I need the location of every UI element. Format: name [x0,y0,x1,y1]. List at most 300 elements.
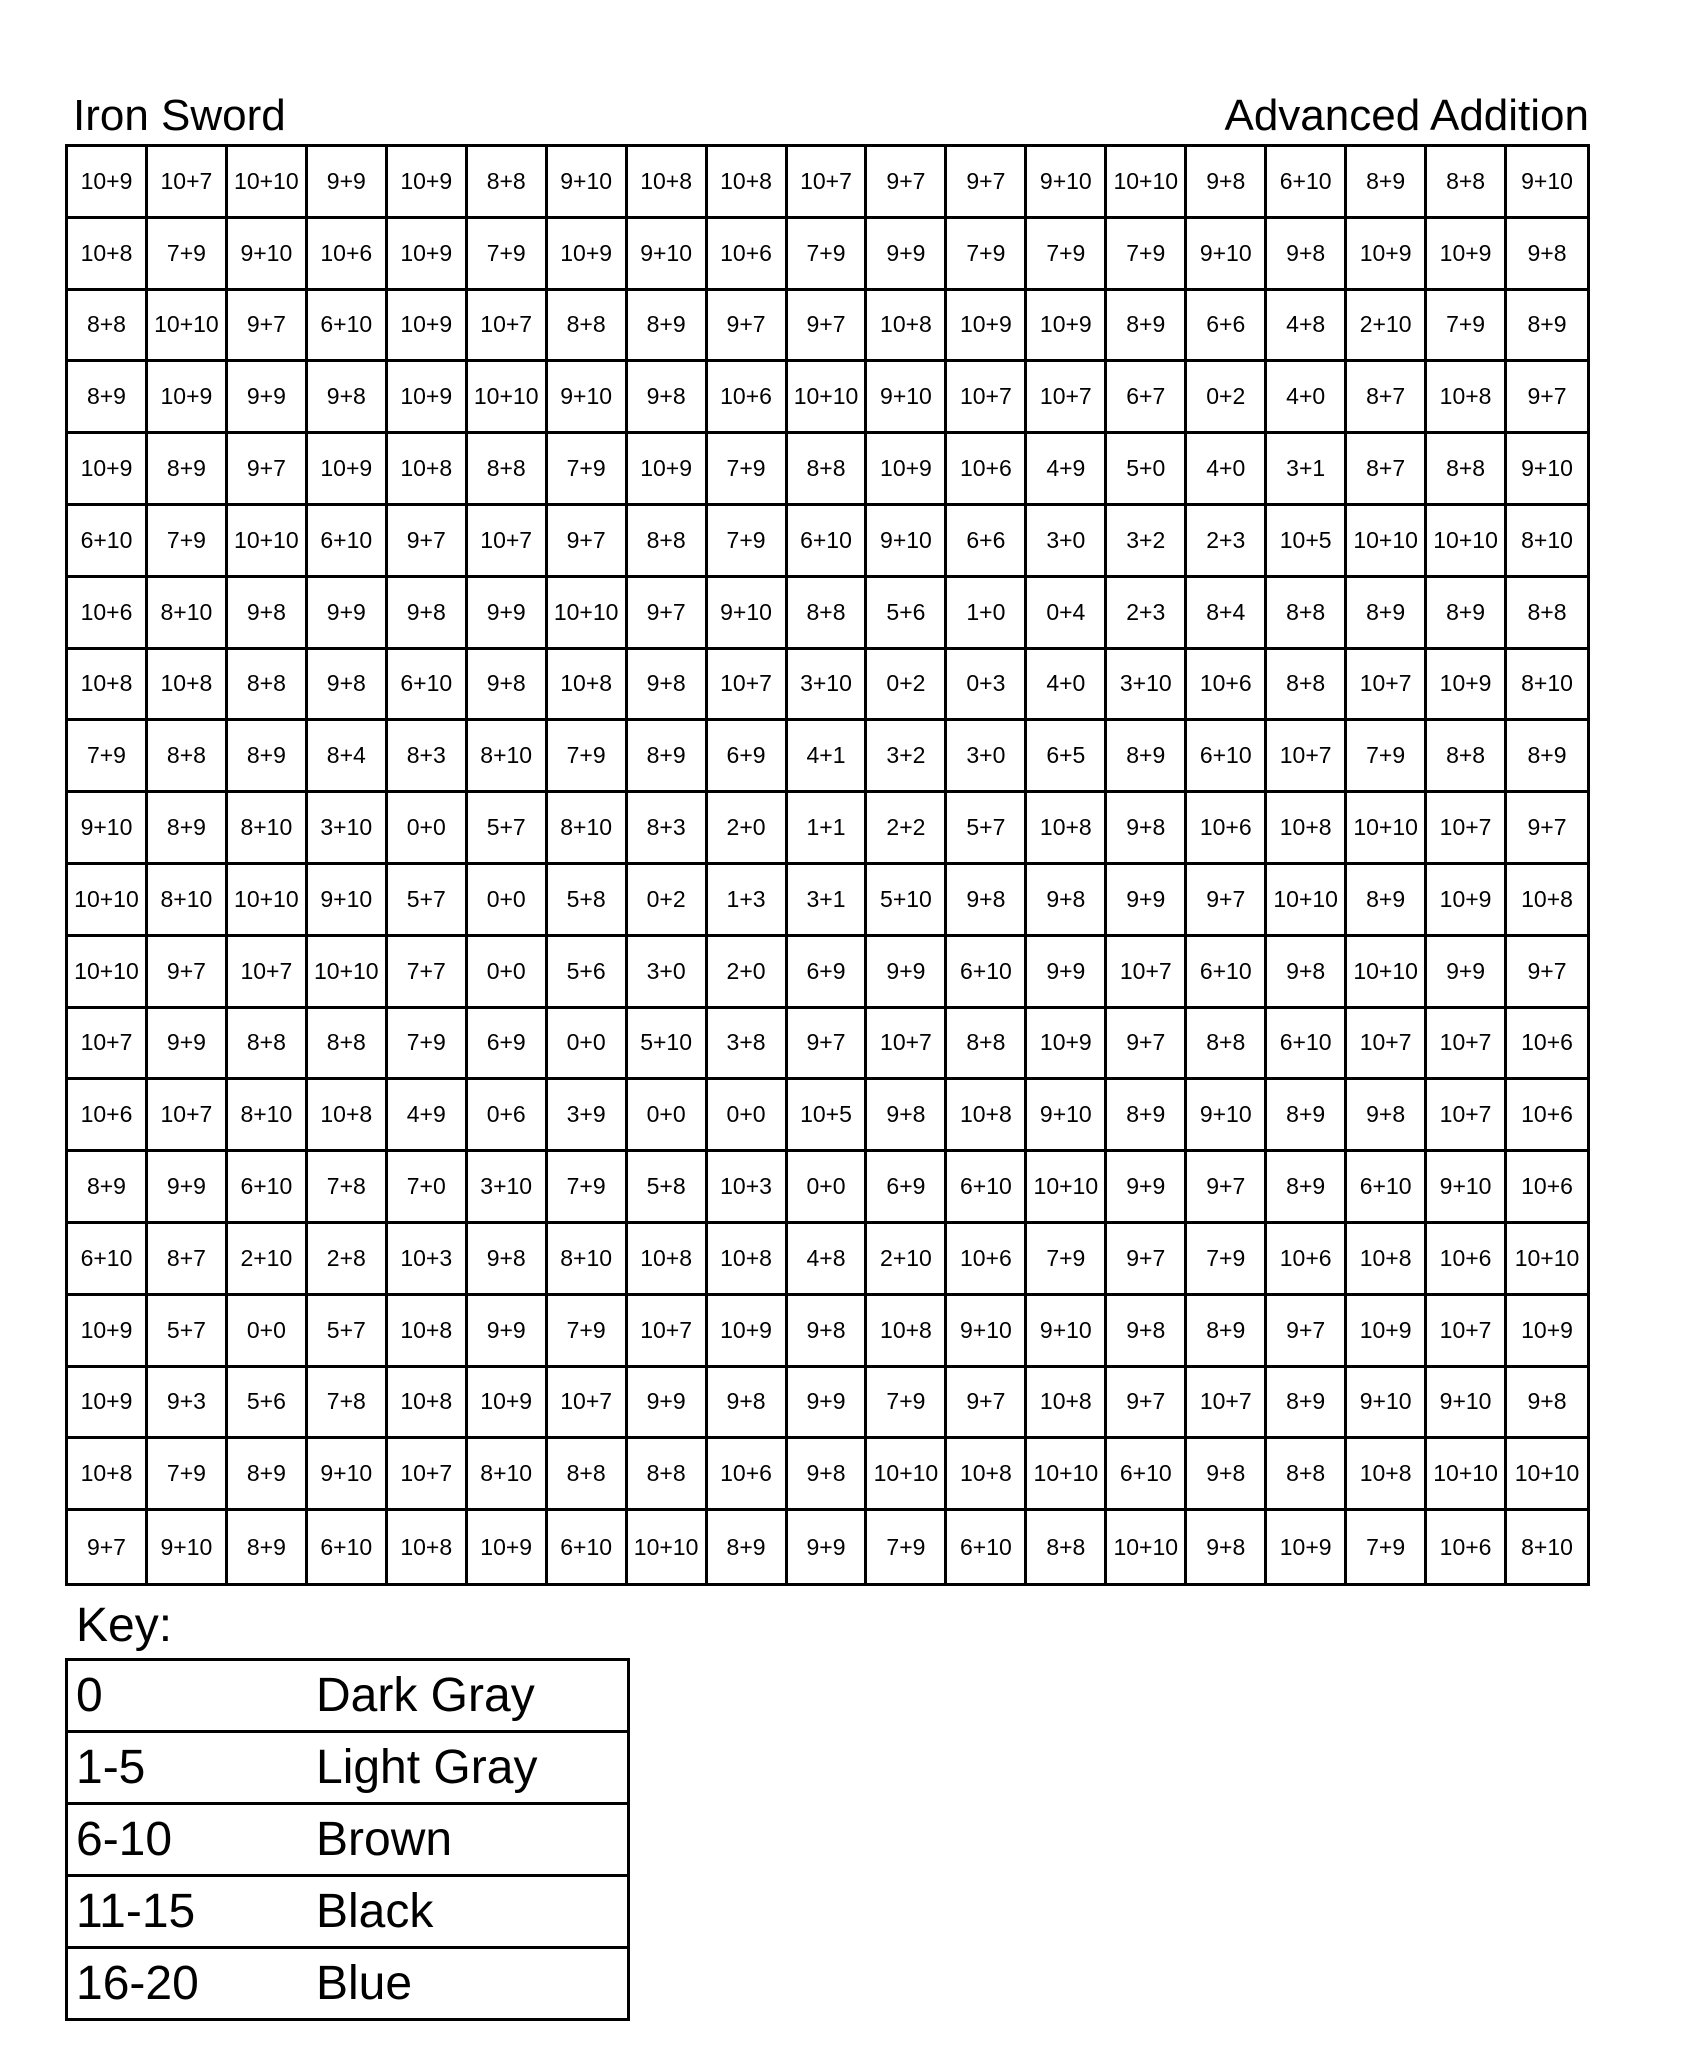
key-row [68,1949,627,2018]
grid-cell: 10+9 [388,362,468,434]
grid-cell: 10+9 [468,1511,548,1583]
grid-cell: 9+8 [867,1080,947,1152]
grid-cell: 10+8 [708,1224,788,1296]
grid-cell: 8+9 [228,1511,308,1583]
grid-cell: 2+10 [1347,291,1427,363]
grid-cell: 10+10 [1507,1224,1587,1296]
grid-cell: 9+9 [788,1511,868,1583]
grid-cell: 10+9 [947,291,1027,363]
grid-cell: 9+8 [228,578,308,650]
grid-cell: 8+9 [228,1439,308,1511]
grid-cell: 9+7 [1107,1224,1187,1296]
grid-cell: 9+10 [1347,1368,1427,1440]
grid-cell: 4+0 [1027,650,1107,722]
grid-cell: 2+10 [228,1224,308,1296]
grid-cell: 9+10 [1507,147,1587,219]
grid-cell: 2+2 [867,793,947,865]
grid-cell: 6+10 [548,1511,628,1583]
color-key-table [65,1658,630,2021]
grid-cell: 8+8 [628,1439,708,1511]
grid-cell: 6+7 [1107,362,1187,434]
grid-cell: 6+6 [947,506,1027,578]
grid-cell: 2+0 [708,793,788,865]
grid-cell: 8+8 [228,650,308,722]
grid-cell: 10+7 [68,1009,148,1081]
grid-cell: 9+9 [148,1152,228,1224]
grid-cell: 8+8 [68,291,148,363]
grid-cell: 9+8 [708,1368,788,1440]
grid-cell: 0+4 [1027,578,1107,650]
grid-cell: 9+3 [148,1368,228,1440]
grid-cell: 9+7 [1107,1368,1187,1440]
grid-cell: 9+8 [1347,1080,1427,1152]
grid-cell: 7+9 [867,1511,947,1583]
grid-cell: 8+9 [1107,291,1187,363]
grid-cell: 3+10 [468,1152,548,1224]
grid-cell: 9+8 [1027,865,1107,937]
grid-cell: 10+7 [1267,721,1347,793]
grid-cell: 9+7 [947,147,1027,219]
grid-cell: 8+9 [228,721,308,793]
key-range: 16-20 [76,1957,199,2010]
grid-cell: 7+9 [388,1009,468,1081]
grid-cell: 10+10 [228,506,308,578]
grid-cell: 10+8 [947,1439,1027,1511]
grid-cell: 9+8 [1187,1511,1267,1583]
grid-cell: 6+9 [708,721,788,793]
grid-cell: 10+9 [867,434,947,506]
grid-cell: 9+10 [947,1296,1027,1368]
grid-cell: 0+2 [628,865,708,937]
grid-cell: 9+7 [788,291,868,363]
grid-cell: 2+3 [1187,506,1267,578]
grid-cell: 9+7 [1187,1152,1267,1224]
grid-cell: 10+9 [388,219,468,291]
grid-cell: 1+0 [947,578,1027,650]
grid-cell: 10+8 [1027,793,1107,865]
grid-cell: 10+7 [388,1439,468,1511]
grid-cell: 7+9 [548,434,628,506]
grid-cell: 10+10 [1347,937,1427,1009]
grid-cell: 10+6 [947,1224,1027,1296]
grid-cell: 9+8 [628,362,708,434]
worksheet-subtitle: Advanced Addition [1224,91,1589,140]
grid-cell: 10+6 [1507,1152,1587,1224]
grid-cell: 6+10 [1267,147,1347,219]
grid-cell: 10+7 [867,1009,947,1081]
key-color-name: Light Gray [316,1741,538,1794]
grid-cell: 9+7 [867,147,947,219]
grid-cell: 8+9 [1267,1080,1347,1152]
grid-cell: 7+9 [148,219,228,291]
grid-cell: 9+10 [867,362,947,434]
grid-cell: 10+10 [788,362,868,434]
grid-cell: 6+9 [788,937,868,1009]
grid-cell: 10+8 [388,1368,468,1440]
grid-cell: 7+9 [548,1152,628,1224]
grid-cell: 7+9 [788,219,868,291]
grid-cell: 9+7 [1187,865,1267,937]
grid-cell: 8+8 [1027,1511,1107,1583]
grid-cell: 9+10 [148,1511,228,1583]
grid-cell: 10+7 [468,506,548,578]
grid-cell: 6+10 [788,506,868,578]
grid-cell: 10+6 [68,1080,148,1152]
grid-cell: 10+8 [68,219,148,291]
grid-cell: 10+10 [228,147,308,219]
grid-cell: 10+3 [388,1224,468,1296]
grid-cell: 0+0 [468,865,548,937]
grid-cell: 9+8 [1187,1439,1267,1511]
grid-cell: 6+9 [468,1009,548,1081]
key-range: 0 [76,1669,103,1722]
grid-cell: 10+8 [708,147,788,219]
grid-cell: 9+7 [148,937,228,1009]
grid-cell: 8+3 [628,793,708,865]
grid-cell: 0+0 [388,793,468,865]
grid-cell: 10+6 [708,362,788,434]
grid-cell: 9+8 [788,1439,868,1511]
grid-cell: 9+8 [468,650,548,722]
grid-cell: 0+0 [468,937,548,1009]
grid-cell: 10+6 [1507,1080,1587,1152]
grid-cell: 10+6 [947,434,1027,506]
grid-cell: 7+9 [468,219,548,291]
grid-cell: 10+7 [468,291,548,363]
grid-cell: 10+10 [1427,1439,1507,1511]
addition-grid [65,144,1590,1586]
grid-cell: 10+7 [1427,1296,1507,1368]
grid-cell: 5+7 [308,1296,388,1368]
grid-cell: 7+0 [388,1152,468,1224]
grid-cell: 6+10 [68,1224,148,1296]
grid-cell: 8+8 [228,1009,308,1081]
grid-cell: 10+5 [1267,506,1347,578]
grid-cell: 7+9 [548,1296,628,1368]
grid-cell: 9+9 [468,578,548,650]
grid-cell: 9+10 [308,865,388,937]
grid-cell: 10+6 [1507,1009,1587,1081]
grid-cell: 9+8 [1267,219,1347,291]
grid-cell: 5+8 [548,865,628,937]
grid-cell: 7+9 [1347,721,1427,793]
grid-cell: 10+10 [1347,793,1427,865]
grid-cell: 9+10 [1427,1368,1507,1440]
grid-cell: 8+7 [1347,362,1427,434]
grid-cell: 9+7 [708,291,788,363]
grid-cell: 4+0 [1187,434,1267,506]
grid-cell: 6+10 [308,506,388,578]
grid-cell: 10+10 [308,937,388,1009]
grid-cell: 9+10 [68,793,148,865]
grid-cell: 5+7 [388,865,468,937]
grid-cell: 9+10 [1427,1152,1507,1224]
grid-cell: 9+9 [308,578,388,650]
grid-cell: 7+9 [708,434,788,506]
grid-cell: 8+8 [548,291,628,363]
grid-cell: 0+2 [1187,362,1267,434]
grid-cell: 10+9 [68,1296,148,1368]
grid-cell: 9+7 [548,506,628,578]
grid-cell: 7+8 [308,1152,388,1224]
grid-cell: 9+7 [1507,793,1587,865]
grid-cell: 8+9 [1347,578,1427,650]
grid-cell: 6+6 [1187,291,1267,363]
grid-cell: 8+10 [1507,650,1587,722]
grid-cell: 6+10 [1187,937,1267,1009]
grid-cell: 5+7 [468,793,548,865]
grid-cell: 9+8 [1507,219,1587,291]
grid-cell: 10+9 [1427,650,1507,722]
grid-cell: 10+9 [1427,865,1507,937]
grid-cell: 8+4 [308,721,388,793]
grid-cell: 10+7 [1427,1080,1507,1152]
grid-cell: 9+10 [228,219,308,291]
grid-cell: 8+8 [548,1439,628,1511]
grid-cell: 10+8 [867,291,947,363]
grid-cell: 8+8 [1427,147,1507,219]
grid-cell: 8+8 [947,1009,1027,1081]
grid-cell: 9+7 [1107,1009,1187,1081]
grid-cell: 10+5 [788,1080,868,1152]
grid-cell: 9+9 [1107,1152,1187,1224]
grid-cell: 8+8 [308,1009,388,1081]
grid-cell: 10+9 [68,434,148,506]
grid-cell: 9+7 [947,1368,1027,1440]
grid-cell: 4+9 [388,1080,468,1152]
grid-cell: 9+10 [1027,147,1107,219]
grid-cell: 10+10 [1267,865,1347,937]
grid-cell: 10+6 [1187,650,1267,722]
key-color-name: Black [316,1885,434,1938]
grid-cell: 9+8 [468,1224,548,1296]
grid-cell: 8+9 [628,721,708,793]
grid-cell: 10+9 [148,362,228,434]
grid-cell: 8+9 [1267,1368,1347,1440]
grid-cell: 6+10 [1187,721,1267,793]
grid-cell: 10+9 [708,1296,788,1368]
grid-cell: 3+0 [947,721,1027,793]
grid-cell: 10+7 [947,362,1027,434]
grid-cell: 6+10 [1107,1439,1187,1511]
grid-cell: 8+7 [148,1224,228,1296]
grid-cell: 4+8 [1267,291,1347,363]
grid-cell: 10+10 [1507,1439,1587,1511]
grid-cell: 8+10 [228,793,308,865]
key-range: 6-10 [76,1813,173,1866]
grid-cell: 1+1 [788,793,868,865]
grid-cell: 10+8 [68,1439,148,1511]
grid-cell: 9+9 [867,219,947,291]
grid-cell: 9+8 [628,650,708,722]
grid-cell: 8+3 [388,721,468,793]
grid-cell: 5+6 [867,578,947,650]
grid-cell: 5+6 [228,1368,308,1440]
grid-cell: 7+9 [947,219,1027,291]
grid-cell: 8+9 [1107,1080,1187,1152]
grid-cell: 10+8 [1027,1368,1107,1440]
grid-cell: 10+8 [148,650,228,722]
grid-cell: 10+9 [388,147,468,219]
key-title: Key: [76,1599,173,1652]
grid-cell: 10+10 [1427,506,1507,578]
grid-cell: 8+8 [788,434,868,506]
grid-cell: 9+10 [548,362,628,434]
grid-cell: 10+8 [388,1296,468,1368]
grid-cell: 3+0 [1027,506,1107,578]
grid-cell: 10+7 [1347,1009,1427,1081]
grid-cell: 2+3 [1107,578,1187,650]
grid-cell: 10+9 [628,434,708,506]
grid-cell: 9+7 [1267,1296,1347,1368]
grid-cell: 10+9 [308,434,388,506]
grid-cell: 5+7 [148,1296,228,1368]
grid-cell: 10+9 [1347,219,1427,291]
grid-cell: 9+7 [228,434,308,506]
grid-cell: 10+10 [548,578,628,650]
grid-cell: 6+10 [1347,1152,1427,1224]
grid-cell: 9+7 [228,291,308,363]
grid-cell: 10+7 [1187,1368,1267,1440]
key-color-name: Blue [316,1957,413,2010]
grid-cell: 5+10 [867,865,947,937]
grid-cell: 10+8 [68,650,148,722]
grid-cell: 10+7 [1427,793,1507,865]
grid-cell: 9+10 [548,147,628,219]
grid-cell: 7+9 [1027,219,1107,291]
grid-cell: 10+7 [228,937,308,1009]
grid-cell: 8+8 [1427,434,1507,506]
grid-cell: 5+6 [548,937,628,1009]
grid-cell: 10+3 [708,1152,788,1224]
grid-cell: 5+10 [628,1009,708,1081]
grid-cell: 9+10 [308,1439,388,1511]
grid-cell: 9+10 [867,506,947,578]
grid-cell: 0+0 [548,1009,628,1081]
grid-cell: 9+9 [308,147,388,219]
grid-cell: 9+9 [1427,937,1507,1009]
grid-cell: 7+8 [308,1368,388,1440]
grid-cell: 10+8 [628,1224,708,1296]
grid-cell: 10+10 [68,937,148,1009]
grid-cell: 9+7 [1507,362,1587,434]
grid-cell: 4+8 [788,1224,868,1296]
grid-cell: 8+10 [548,793,628,865]
grid-cell: 9+7 [788,1009,868,1081]
grid-cell: 7+9 [1027,1224,1107,1296]
grid-cell: 9+8 [1107,1296,1187,1368]
grid-cell: 10+10 [1027,1439,1107,1511]
grid-cell: 10+8 [1347,1439,1427,1511]
grid-cell: 8+9 [148,434,228,506]
grid-cell: 10+10 [1107,147,1187,219]
grid-cell: 10+9 [388,291,468,363]
grid-cell: 10+7 [708,650,788,722]
grid-cell: 10+9 [1027,1009,1107,1081]
grid-cell: 10+9 [68,1368,148,1440]
grid-cell: 9+9 [228,362,308,434]
grid-cell: 10+8 [308,1080,388,1152]
grid-cell: 10+9 [1507,1296,1587,1368]
grid-cell: 8+10 [1507,506,1587,578]
key-color-name: Brown [316,1813,453,1866]
grid-cell: 10+8 [1267,793,1347,865]
grid-cell: 5+7 [947,793,1027,865]
grid-cell: 10+6 [308,219,388,291]
grid-cell: 6+10 [1267,1009,1347,1081]
grid-cell: 9+10 [628,219,708,291]
grid-cell: 3+10 [308,793,388,865]
grid-cell: 8+9 [1347,865,1427,937]
grid-cell: 3+2 [867,721,947,793]
grid-cell: 8+8 [1187,1009,1267,1081]
key-range: 11-15 [76,1885,196,1938]
grid-cell: 9+8 [388,578,468,650]
grid-cell: 2+10 [867,1224,947,1296]
grid-cell: 8+8 [148,721,228,793]
grid-cell: 10+9 [1347,1296,1427,1368]
grid-cell: 8+9 [1187,1296,1267,1368]
grid-cell: 3+8 [708,1009,788,1081]
grid-cell: 10+7 [1427,1009,1507,1081]
grid-cell: 10+8 [867,1296,947,1368]
grid-cell: 10+7 [628,1296,708,1368]
grid-cell: 10+8 [1507,865,1587,937]
grid-cell: 10+10 [468,362,548,434]
grid-cell: 7+9 [548,721,628,793]
grid-cell: 8+9 [1507,291,1587,363]
grid-cell: 8+9 [1507,721,1587,793]
grid-cell: 8+9 [68,1152,148,1224]
worksheet-title: Iron Sword [73,91,286,140]
grid-cell: 8+8 [628,506,708,578]
grid-cell: 8+8 [1267,1439,1347,1511]
grid-cell: 8+8 [1427,721,1507,793]
grid-cell: 10+7 [1027,362,1107,434]
grid-cell: 8+10 [148,578,228,650]
grid-cell: 6+10 [388,650,468,722]
grid-cell: 7+9 [1187,1224,1267,1296]
grid-cell: 0+0 [628,1080,708,1152]
grid-cell: 10+10 [1347,506,1427,578]
grid-cell: 10+8 [1427,362,1507,434]
grid-cell: 10+10 [68,865,148,937]
grid-cell: 10+7 [548,1368,628,1440]
grid-cell: 9+9 [468,1296,548,1368]
grid-cell: 0+0 [708,1080,788,1152]
grid-cell: 9+7 [1507,937,1587,1009]
grid-cell: 9+8 [1507,1368,1587,1440]
key-row [68,1733,627,1805]
grid-cell: 9+9 [867,937,947,1009]
grid-cell: 10+10 [867,1439,947,1511]
grid-cell: 3+1 [788,865,868,937]
grid-cell: 9+8 [947,865,1027,937]
grid-cell: 7+9 [1347,1511,1427,1583]
grid-cell: 10+9 [548,219,628,291]
grid-cell: 10+8 [1347,1224,1427,1296]
grid-cell: 10+6 [1267,1224,1347,1296]
grid-cell: 10+6 [1427,1511,1507,1583]
grid-cell: 8+8 [1267,578,1347,650]
grid-cell: 3+0 [628,937,708,1009]
grid-cell: 10+6 [1187,793,1267,865]
grid-cell: 0+2 [867,650,947,722]
grid-cell: 6+5 [1027,721,1107,793]
grid-cell: 8+7 [1347,434,1427,506]
grid-cell: 4+1 [788,721,868,793]
key-range: 1-5 [76,1741,146,1794]
